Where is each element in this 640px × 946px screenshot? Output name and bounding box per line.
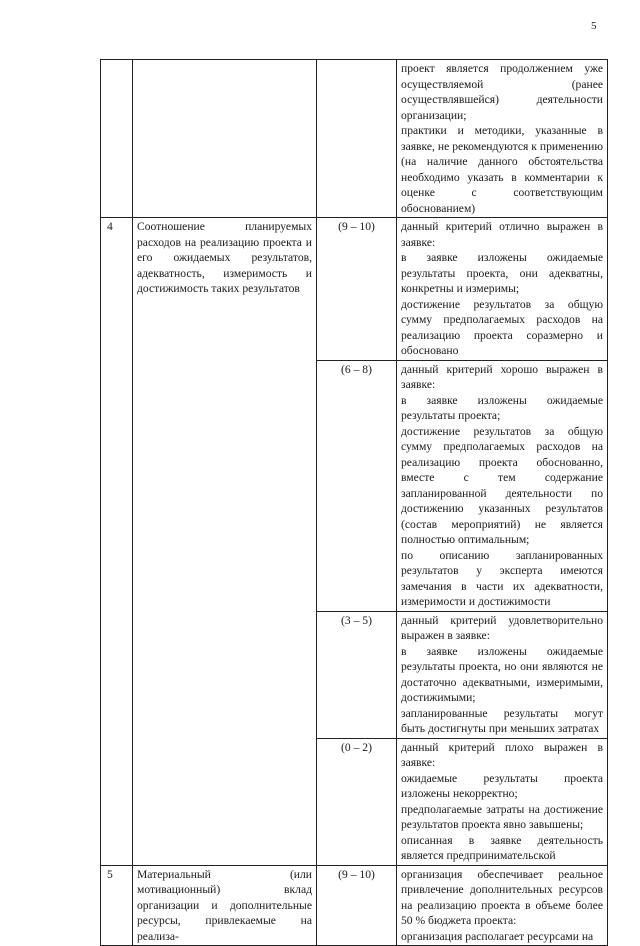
description-line: организация обеспечивает реальное привлечение дополнительных ресурсов на реализацию проекта в объеме более 50 % бюджета проекта: — [401, 867, 603, 927]
description-line: в заявке изложены ожидаемые результаты проекта, но они являются не достаточно адекватными, измеримыми, достижимыми; — [401, 644, 603, 704]
description-line: в заявке изложены ожидаемые результаты проекта, они адекватны, конкретны и измеримы; — [401, 251, 603, 295]
criterion-name: Материальный (или мотивационный) вклад организации и дополнительные ресурсы, привлекаемые на реализа- — [133, 865, 317, 946]
score-range: (6 – 8) — [317, 360, 397, 611]
criterion-cell — [133, 60, 317, 218]
number-cell — [101, 60, 133, 218]
criterion-name: Соотношение планируемых расходов на реализацию проекта и его ожидаемых результатов, адекватность, измеримость и достижимость таких результатов — [133, 218, 317, 866]
table-row — [101, 218, 608, 361]
criterion-number: 4 — [101, 218, 133, 866]
description-line: по описанию запланированных результатов у эксперта имеются замечания в части их адекватности, измеримости и достижимости — [401, 548, 603, 608]
description-line: предполагаемые затраты на достижение результатов проекта явно завышены; — [401, 802, 603, 831]
description-cell — [397, 738, 608, 865]
description-line: проект является продолжением уже осуществляемой (ранее осуществлявшейся) деятельности организации; — [401, 62, 603, 122]
description-line: достижение результатов за общую сумму предполагаемых расходов на реализацию проекта соразмерно и обосновано — [401, 297, 603, 357]
score-range: (0 – 2) — [317, 738, 397, 865]
table-row-continuation — [101, 60, 608, 218]
score-cell — [317, 60, 397, 218]
criteria-table — [100, 59, 608, 946]
description-line: данный критерий плохо выражен в заявке: — [401, 740, 603, 769]
description-line: практики и методики, указанные в заявке, не рекомендуются к применению (на наличие данного обстоятельства необходимо указать в комментарии к оценке с соответствующим обоснованием) — [401, 124, 603, 215]
description-line: в заявке изложены ожидаемые результаты проекта; — [401, 393, 603, 422]
description-cell — [397, 218, 608, 361]
score-range: (9 – 10) — [317, 865, 397, 946]
description-line: данный критерий отлично выражен в заявке: — [401, 220, 603, 249]
description-cell — [397, 60, 608, 218]
score-range: (9 – 10) — [317, 218, 397, 361]
description-line: достижение результатов за общую сумму предполагаемых расходов на реализацию проекта обоснованно, вместе с тем содержание запланированной деятельности по достижению указанных результатов (состав мероприятий) не является полностью оптимальным; — [401, 424, 603, 546]
description-line: данный критерий удовлетворительно выражен в заявке: — [401, 613, 603, 642]
description-line: описанная в заявке деятельность является предпринимательской — [401, 833, 603, 862]
description-line: данный критерий хорошо выражен в заявке: — [401, 362, 603, 391]
criterion-number: 5 — [101, 865, 133, 946]
description-line: запланированные результаты могут быть достигнуты при меньших затратах — [401, 706, 603, 735]
description-line: ожидаемые результаты проекта изложены некорректно; — [401, 771, 603, 800]
description-cell — [397, 611, 608, 738]
page-number: 5 — [591, 20, 597, 32]
score-range: (3 – 5) — [317, 611, 397, 738]
description-line: организация располагает ресурсами на — [401, 929, 594, 943]
description-cell — [397, 865, 608, 946]
description-cell — [397, 360, 608, 611]
table-row — [101, 865, 608, 946]
